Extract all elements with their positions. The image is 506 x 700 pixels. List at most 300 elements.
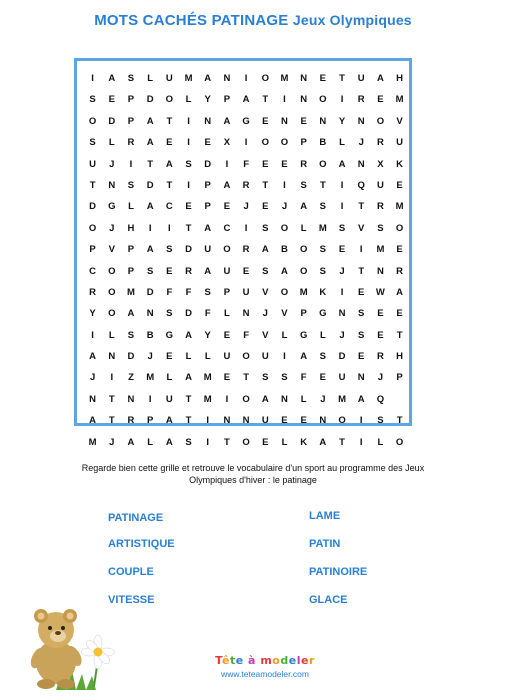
grid-cell: E <box>262 158 269 170</box>
grid-cell: O <box>223 244 231 256</box>
grid-cell: E <box>396 308 403 320</box>
grid-cell: R <box>376 137 384 149</box>
grid-cell: A <box>127 308 135 320</box>
grid-cell: W <box>375 286 385 298</box>
grid-cell: N <box>108 351 116 363</box>
grid-cell: R <box>396 265 404 277</box>
grid-cell: O <box>88 115 97 127</box>
grid-cell: P <box>127 94 135 106</box>
grid-cell: L <box>147 73 154 84</box>
grid-cell: N <box>223 73 231 84</box>
grid-cell: L <box>281 329 288 341</box>
grid-cell: O <box>242 393 250 405</box>
grid-cell: Y <box>204 329 211 341</box>
logo-url[interactable]: www.teteamodeler.com <box>221 669 309 679</box>
grid-cell: T <box>358 265 365 277</box>
grid-cell: T <box>166 115 173 127</box>
grid-cell: N <box>204 115 212 127</box>
grid-cell <box>390 389 409 410</box>
grid-cell: S <box>262 265 269 277</box>
title-main: MOTS CACHÉS PATINAGE <box>94 12 289 29</box>
grid-cell: M <box>127 286 135 298</box>
grid-cell: O <box>338 415 346 427</box>
grid-cell: T <box>185 415 192 427</box>
grid-cell: S <box>358 329 365 341</box>
grid-cell: S <box>281 372 288 384</box>
grid-cell: P <box>396 372 403 384</box>
grid-cell: I <box>206 415 210 427</box>
grid-cell: R <box>300 158 308 170</box>
grid-cell: E <box>262 115 269 127</box>
grid-cell: E <box>377 94 384 106</box>
grid-cell: A <box>319 436 327 448</box>
grid-cell: E <box>377 308 384 320</box>
grid-cell: A <box>204 265 212 277</box>
grid-cell: S <box>146 265 154 277</box>
grid-cell: E <box>281 158 288 170</box>
grid-cell: U <box>165 393 173 405</box>
grid-cell: O <box>242 351 250 363</box>
grid-cell: S <box>127 329 135 341</box>
grid-cell: C <box>165 201 173 213</box>
grid-cell: T <box>108 393 115 405</box>
grid-cell: I <box>91 329 94 341</box>
grid-cell: A <box>127 436 135 448</box>
grid-cell: R <box>242 244 250 256</box>
grid-cell: V <box>262 329 269 341</box>
logo[interactable] <box>190 654 340 679</box>
grid-cell: N <box>357 115 365 127</box>
grid-cell: I <box>168 222 171 234</box>
grid-cell: C <box>223 222 231 234</box>
grid-cell: H <box>396 73 404 84</box>
grid-cell: U <box>223 351 231 363</box>
grid-cell: I <box>283 179 286 191</box>
grid-cell: B <box>146 329 154 341</box>
grid-cell: U <box>357 73 365 84</box>
word-patin: PATIN <box>309 538 341 550</box>
grid-cell: L <box>166 372 173 384</box>
grid-cell: I <box>283 351 286 363</box>
grid-cell: P <box>146 415 154 427</box>
grid-cell: S <box>89 137 96 149</box>
grid-cell: L <box>108 137 115 149</box>
grid-cell: T <box>147 158 154 170</box>
grid-cell: O <box>165 94 174 106</box>
grid-cell: G <box>165 329 174 341</box>
grid-cell: J <box>339 265 345 277</box>
grid-cell: A <box>146 137 154 149</box>
grid-cell: X <box>377 158 384 170</box>
grid-cell: O <box>261 73 269 84</box>
grid-cell: O <box>319 158 327 170</box>
word-patinoire: PATINOIRE <box>309 566 368 578</box>
grid-cell: O <box>108 286 116 298</box>
grid-cell: I <box>359 415 363 427</box>
grid-cell: S <box>89 94 96 106</box>
grid-cell: P <box>204 179 211 191</box>
word-search-grid <box>83 68 409 453</box>
grid-cell: J <box>109 436 115 448</box>
grid-cell: I <box>148 393 152 405</box>
grid-cell: R <box>242 179 250 191</box>
grid-cell: T <box>262 179 269 191</box>
grid-cell: R <box>376 351 384 363</box>
grid-cell: B <box>319 137 327 149</box>
grid-cell: O <box>395 222 404 234</box>
grid-cell: P <box>223 286 231 298</box>
grid-cell: M <box>88 436 97 448</box>
grid-cell: S <box>262 222 269 234</box>
grid-cell: S <box>319 201 327 213</box>
grid-cell: N <box>281 115 288 127</box>
instructions <box>40 462 466 486</box>
grid-cell: J <box>109 222 115 234</box>
grid-cell: A <box>165 158 173 170</box>
grid-cell: C <box>89 265 97 277</box>
grid-cell: N <box>127 393 135 405</box>
grid-cell: A <box>223 179 231 191</box>
grid-cell: F <box>243 329 249 341</box>
grid-cell: A <box>185 372 192 384</box>
grid-cell: R <box>185 265 192 277</box>
grid-cell: D <box>185 308 192 320</box>
grid-cell: N <box>223 415 231 427</box>
grid-cell: V <box>281 308 288 320</box>
grid-cell: U <box>204 244 212 256</box>
teddy-bear-illustration <box>26 600 126 692</box>
grid-cell: J <box>320 393 326 405</box>
grid-cell: N <box>89 393 97 405</box>
grid-cell: A <box>165 436 173 448</box>
grid-cell: J <box>281 201 288 213</box>
grid-cell: E <box>319 372 327 384</box>
grid-cell: A <box>261 244 269 256</box>
grid-cell: E <box>338 244 346 256</box>
grid-cell: N <box>146 308 154 320</box>
grid-cell: A <box>146 244 154 256</box>
word-search-frame <box>74 58 412 448</box>
instructions-line-1: Regarde bien cette grille et retrouve le vocabulaire d'un sport au programme des Jeux <box>81 463 425 473</box>
grid-cell: S <box>358 308 365 320</box>
grid-cell: E <box>396 179 403 191</box>
grid-cell: M <box>280 73 289 84</box>
grid-cell: E <box>358 286 365 298</box>
grid-cell: E <box>185 201 192 213</box>
grid-cell: O <box>299 244 308 256</box>
grid-cell: A <box>108 73 116 84</box>
grid-cell: F <box>204 308 211 320</box>
grid-cell: O <box>376 115 385 127</box>
grid-cell: D <box>185 244 192 256</box>
grid-cell: S <box>127 73 135 84</box>
grid-cell: P <box>127 115 135 127</box>
grid-cell: P <box>300 308 307 320</box>
grid-cell: T <box>339 436 345 448</box>
grid-cell: E <box>281 415 288 427</box>
grid-cell: I <box>187 115 190 127</box>
grid-cell: E <box>166 351 173 363</box>
grid-cell: R <box>127 415 135 427</box>
grid-cell: M <box>376 244 385 256</box>
grid-cell: A <box>146 201 154 213</box>
grid-cell: E <box>166 265 173 277</box>
grid-cell: K <box>300 436 308 448</box>
grid-cell: A <box>338 158 346 170</box>
grid-cell: E <box>300 415 307 427</box>
word-lame: LAME <box>309 510 341 522</box>
grid-cell: L <box>108 329 115 341</box>
grid-cell: E <box>108 94 115 106</box>
grid-cell: J <box>377 372 384 384</box>
grid-cell: L <box>204 351 211 363</box>
grid-cell: L <box>281 436 288 448</box>
grid-cell: J <box>147 351 153 363</box>
grid-cell: D <box>338 351 346 363</box>
grid-cell: O <box>299 265 308 277</box>
grid-cell: O <box>280 286 289 298</box>
grid-cell: T <box>243 372 249 384</box>
grid-cell: B <box>281 244 288 256</box>
grid-cell: V <box>108 244 115 256</box>
grid-cell: N <box>357 158 365 170</box>
grid-cell: A <box>357 393 365 405</box>
grid-cell: S <box>185 436 192 448</box>
grid-cell: R <box>89 286 97 298</box>
grid-cell: T <box>339 73 345 84</box>
grid-cell: D <box>108 115 116 127</box>
grid-cell: M <box>203 393 212 405</box>
grid-cell: M <box>338 393 346 405</box>
grid-cell: U <box>261 415 269 427</box>
grid-cell: P <box>89 244 96 256</box>
grid-cell: L <box>185 94 192 106</box>
grid-cell: E <box>223 329 231 341</box>
logo-brand: Tête à modeler <box>215 654 315 667</box>
grid-cell: G <box>299 329 308 341</box>
grid-cell: I <box>244 137 248 149</box>
grid-cell: S <box>319 265 327 277</box>
grid-cell: S <box>377 415 384 427</box>
grid-cell: H <box>127 222 135 234</box>
grid-cell: N <box>300 73 308 84</box>
grid-cell: N <box>281 393 288 405</box>
daisy-flower-illustration <box>81 635 115 686</box>
grid-cell: M <box>395 94 404 106</box>
grid-cell: N <box>108 179 116 191</box>
grid-cell: G <box>319 308 327 320</box>
grid-cell: I <box>91 73 94 84</box>
grid-cell: O <box>261 137 269 149</box>
grid-cell: I <box>359 244 363 256</box>
grid-cell: D <box>146 179 154 191</box>
grid-cell: S <box>300 179 307 191</box>
grid-cell: L <box>339 137 345 149</box>
grid-cell: T <box>185 222 192 234</box>
grid-cell: J <box>339 329 345 341</box>
grid-cell: N <box>376 265 384 277</box>
grid-cell: T <box>166 179 173 191</box>
grid-cell: Q <box>357 179 365 191</box>
grid-cell: V <box>358 222 365 234</box>
grid-cell: E <box>262 436 269 448</box>
grid-cell: N <box>300 94 308 106</box>
grid-cell: U <box>242 286 250 298</box>
grid-cell: I <box>359 436 363 448</box>
grid-cell: O <box>108 265 116 277</box>
grid-cell: I <box>148 222 152 234</box>
grid-cell: D <box>89 201 97 213</box>
grid-cell: T <box>319 179 326 191</box>
grid-cell: I <box>340 201 344 213</box>
grid-cell: D <box>146 286 154 298</box>
grid-cell: A <box>89 415 97 427</box>
grid-cell: P <box>223 94 231 106</box>
grid-cell: U <box>376 179 384 191</box>
grid-cell: Q <box>376 393 385 405</box>
instructions-line-2: Olympiques d'hiver : le patinage <box>189 475 317 485</box>
grid-cell: O <box>319 94 327 106</box>
grid-cell: O <box>242 436 250 448</box>
grid-cell: M <box>146 372 155 384</box>
grid-cell: L <box>185 351 192 363</box>
grid-cell: A <box>261 393 269 405</box>
grid-cell: U <box>165 73 173 84</box>
grid-cell: Y <box>338 115 346 127</box>
grid-cell: O <box>108 308 116 320</box>
grid-cell: E <box>396 244 403 256</box>
word-glace: GLACE <box>309 594 348 606</box>
grid-cell: R <box>127 137 135 149</box>
grid-cell: T <box>262 94 269 106</box>
grid-cell: S <box>262 372 269 384</box>
grid-cell: E <box>319 73 327 84</box>
grid-cell: D <box>146 94 154 106</box>
grid-cell: A <box>204 222 212 234</box>
grid-cell: M <box>318 222 327 234</box>
grid-cell: K <box>396 158 404 170</box>
grid-cell: M <box>299 286 308 298</box>
grid-cell: T <box>108 415 115 427</box>
grid-cell: P <box>204 201 211 213</box>
grid-cell: F <box>166 286 173 298</box>
grid-cell: U <box>338 372 346 384</box>
grid-cell: A <box>89 351 97 363</box>
grid-cell: T <box>358 201 365 213</box>
grid-cell: T <box>396 415 403 427</box>
grid-cell: P <box>127 244 135 256</box>
grid-cell: E <box>223 201 231 213</box>
grid-cell: J <box>262 308 268 320</box>
grid-cell: N <box>319 115 327 127</box>
grid-cell: D <box>204 158 212 170</box>
grid-cell: O <box>88 222 97 234</box>
grid-cell: J <box>89 372 96 384</box>
grid-cell: V <box>262 286 269 298</box>
grid-cell: H <box>396 351 404 363</box>
grid-cell: E <box>262 201 269 213</box>
grid-cell: A <box>300 351 308 363</box>
grid-cell: A <box>146 115 154 127</box>
grid-cell: S <box>377 222 384 234</box>
grid-cell: X <box>223 137 231 149</box>
word-couple: COUPLE <box>108 566 154 578</box>
grid-cell: L <box>300 222 307 234</box>
grid-cell: F <box>243 158 249 170</box>
grid-cell: R <box>357 94 365 106</box>
grid-cell: F <box>300 372 307 384</box>
grid-cell: A <box>185 329 192 341</box>
grid-cell: S <box>319 351 327 363</box>
grid-cell: A <box>300 201 308 213</box>
grid-cell: V <box>396 115 403 127</box>
grid-cell: M <box>203 372 212 384</box>
grid-cell: I <box>206 436 210 448</box>
grid-cell: T <box>185 393 192 405</box>
grid-cell: I <box>110 372 114 384</box>
grid-cell: U <box>89 158 97 170</box>
grid-cell: A <box>242 94 250 106</box>
grid-cell: S <box>166 244 173 256</box>
grid-cell: L <box>128 201 134 213</box>
grid-cell: O <box>280 137 289 149</box>
grid-cell: I <box>187 137 190 149</box>
grid-cell: E <box>223 372 231 384</box>
grid-cell: T <box>89 179 96 191</box>
grid-cell: E <box>300 115 307 127</box>
grid-cell: N <box>242 415 250 427</box>
grid-cell: I <box>340 179 344 191</box>
grid-cell: L <box>377 436 384 448</box>
grid-cell: O <box>395 436 404 448</box>
grid-cell: I <box>340 286 344 298</box>
title-sub: Jeux Olympiques <box>292 12 412 28</box>
grid-cell: P <box>300 137 307 149</box>
grid-cell: S <box>185 158 192 170</box>
grid-cell: I <box>340 94 344 106</box>
grid-cell: A <box>204 73 212 84</box>
grid-cell: K <box>319 286 327 298</box>
grid-cell: I <box>129 158 133 170</box>
grid-cell: D <box>127 351 135 363</box>
grid-cell: P <box>127 265 135 277</box>
grid-cell: A <box>376 73 384 84</box>
grid-cell: A <box>396 286 404 298</box>
word-patinage: PATINAGE <box>108 512 164 524</box>
grid-cell: N <box>242 308 250 320</box>
grid-cell: U <box>396 137 404 149</box>
grid-cell: G <box>242 115 250 127</box>
grid-cell: I <box>244 73 248 84</box>
grid-cell: A <box>281 265 288 277</box>
grid-cell: N <box>338 308 346 320</box>
grid-cell: Z <box>128 372 134 384</box>
grid-cell: S <box>319 244 327 256</box>
grid-cell: S <box>204 286 211 298</box>
grid-cell: I <box>244 222 248 234</box>
grid-cell: I <box>225 158 229 170</box>
grid-cell: A <box>165 415 173 427</box>
word-artistique: ARTISTIQUE <box>108 538 175 550</box>
grid-cell: Y <box>89 308 96 320</box>
grid-cell: U <box>223 265 231 277</box>
grid-cell: J <box>243 201 249 213</box>
grid-cell: J <box>358 137 364 149</box>
grid-cell: I <box>225 393 229 405</box>
grid-cell: L <box>147 436 154 448</box>
grid-cell: N <box>319 415 327 427</box>
grid-cell: Y <box>204 94 211 106</box>
